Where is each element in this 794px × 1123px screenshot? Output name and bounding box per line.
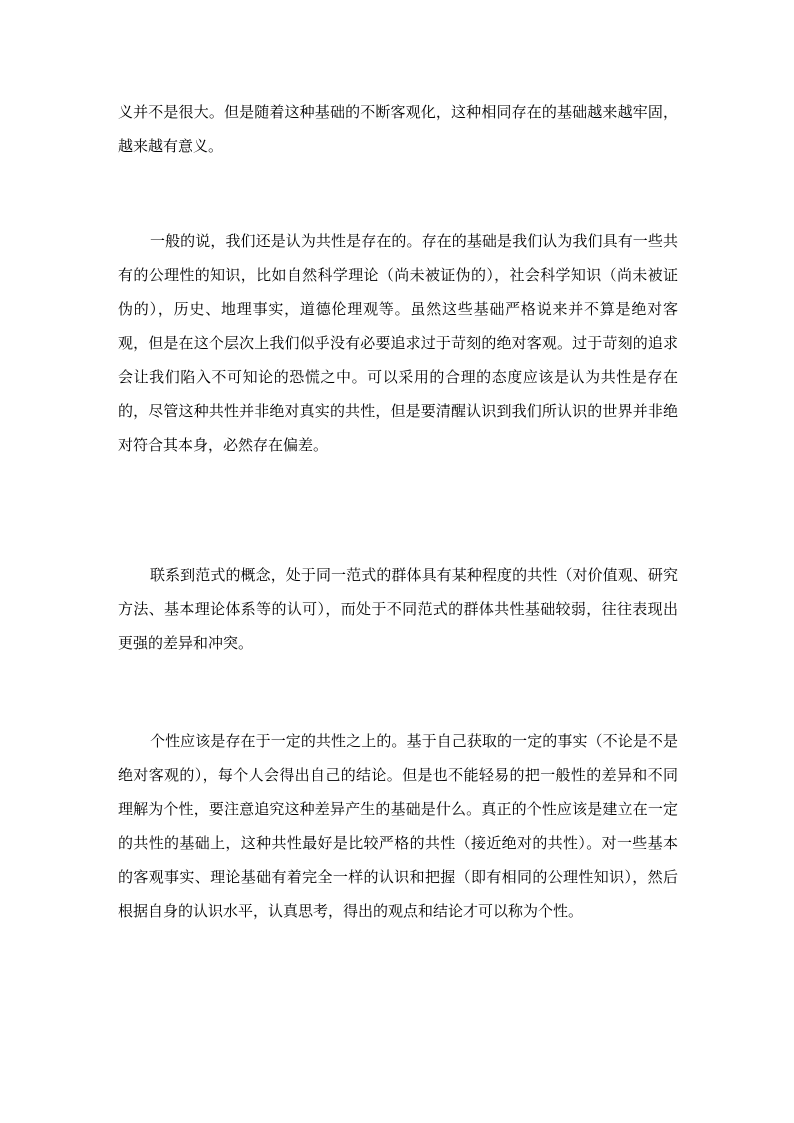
- paragraph-continuation: 义并不是很大。但是随着这种基础的不断客观化，这种相同存在的基础越来越牢固，越来越有意义。: [118, 103, 678, 155]
- paragraph-paradigm: 联系到范式的概念，处于同一范式的群体具有某种程度的共性（对价值观、研究方法、基本理论体系等的认可），而处于不同范式的群体共性基础较弱，往往表现出更强的差异和冲突。: [118, 566, 678, 652]
- paragraph-individuality: 个性应该是存在于一定的共性之上的。基于自己获取的一定的事实（不论是不是绝对客观的），每个人会得出自己的结论。但是也不能轻易的把一般性的差异和不同理解为个性，要注意追究这种差异产生的基础是什么。真正的个性应该是建立在一定的共性的基础上，这种共性最好是比较严格的共性（接近绝对的共性）。对一些基本的客观事实、理论基础有着完全一样的认识和把握（即有相同的公理性知识），然后根据自身的认识水平，认真思考，得出的观点和结论才可以称为个性。: [118, 732, 678, 920]
- paragraph-commonality: 一般的说，我们还是认为共性是存在的。存在的基础是我们认为我们具有一些共有的公理性的知识，比如自然科学理论（尚未被证伪的），社会科学知识（尚未被证伪的），历史、地理事实，道德伦理观等。虽然这些基础严格说来并不算是绝对客观，但是在这个层次上我们似乎没有必要追求过于苛刻的绝对客观。过于苛刻的追求会让我们陷入不可知论的恐慌之中。可以采用的合理的态度应该是认为共性是存在的，尽管这种共性并非绝对真实的共性，但是要清醒认识到我们所认识的世界并非绝对符合其本身，必然存在偏差。: [118, 232, 678, 454]
